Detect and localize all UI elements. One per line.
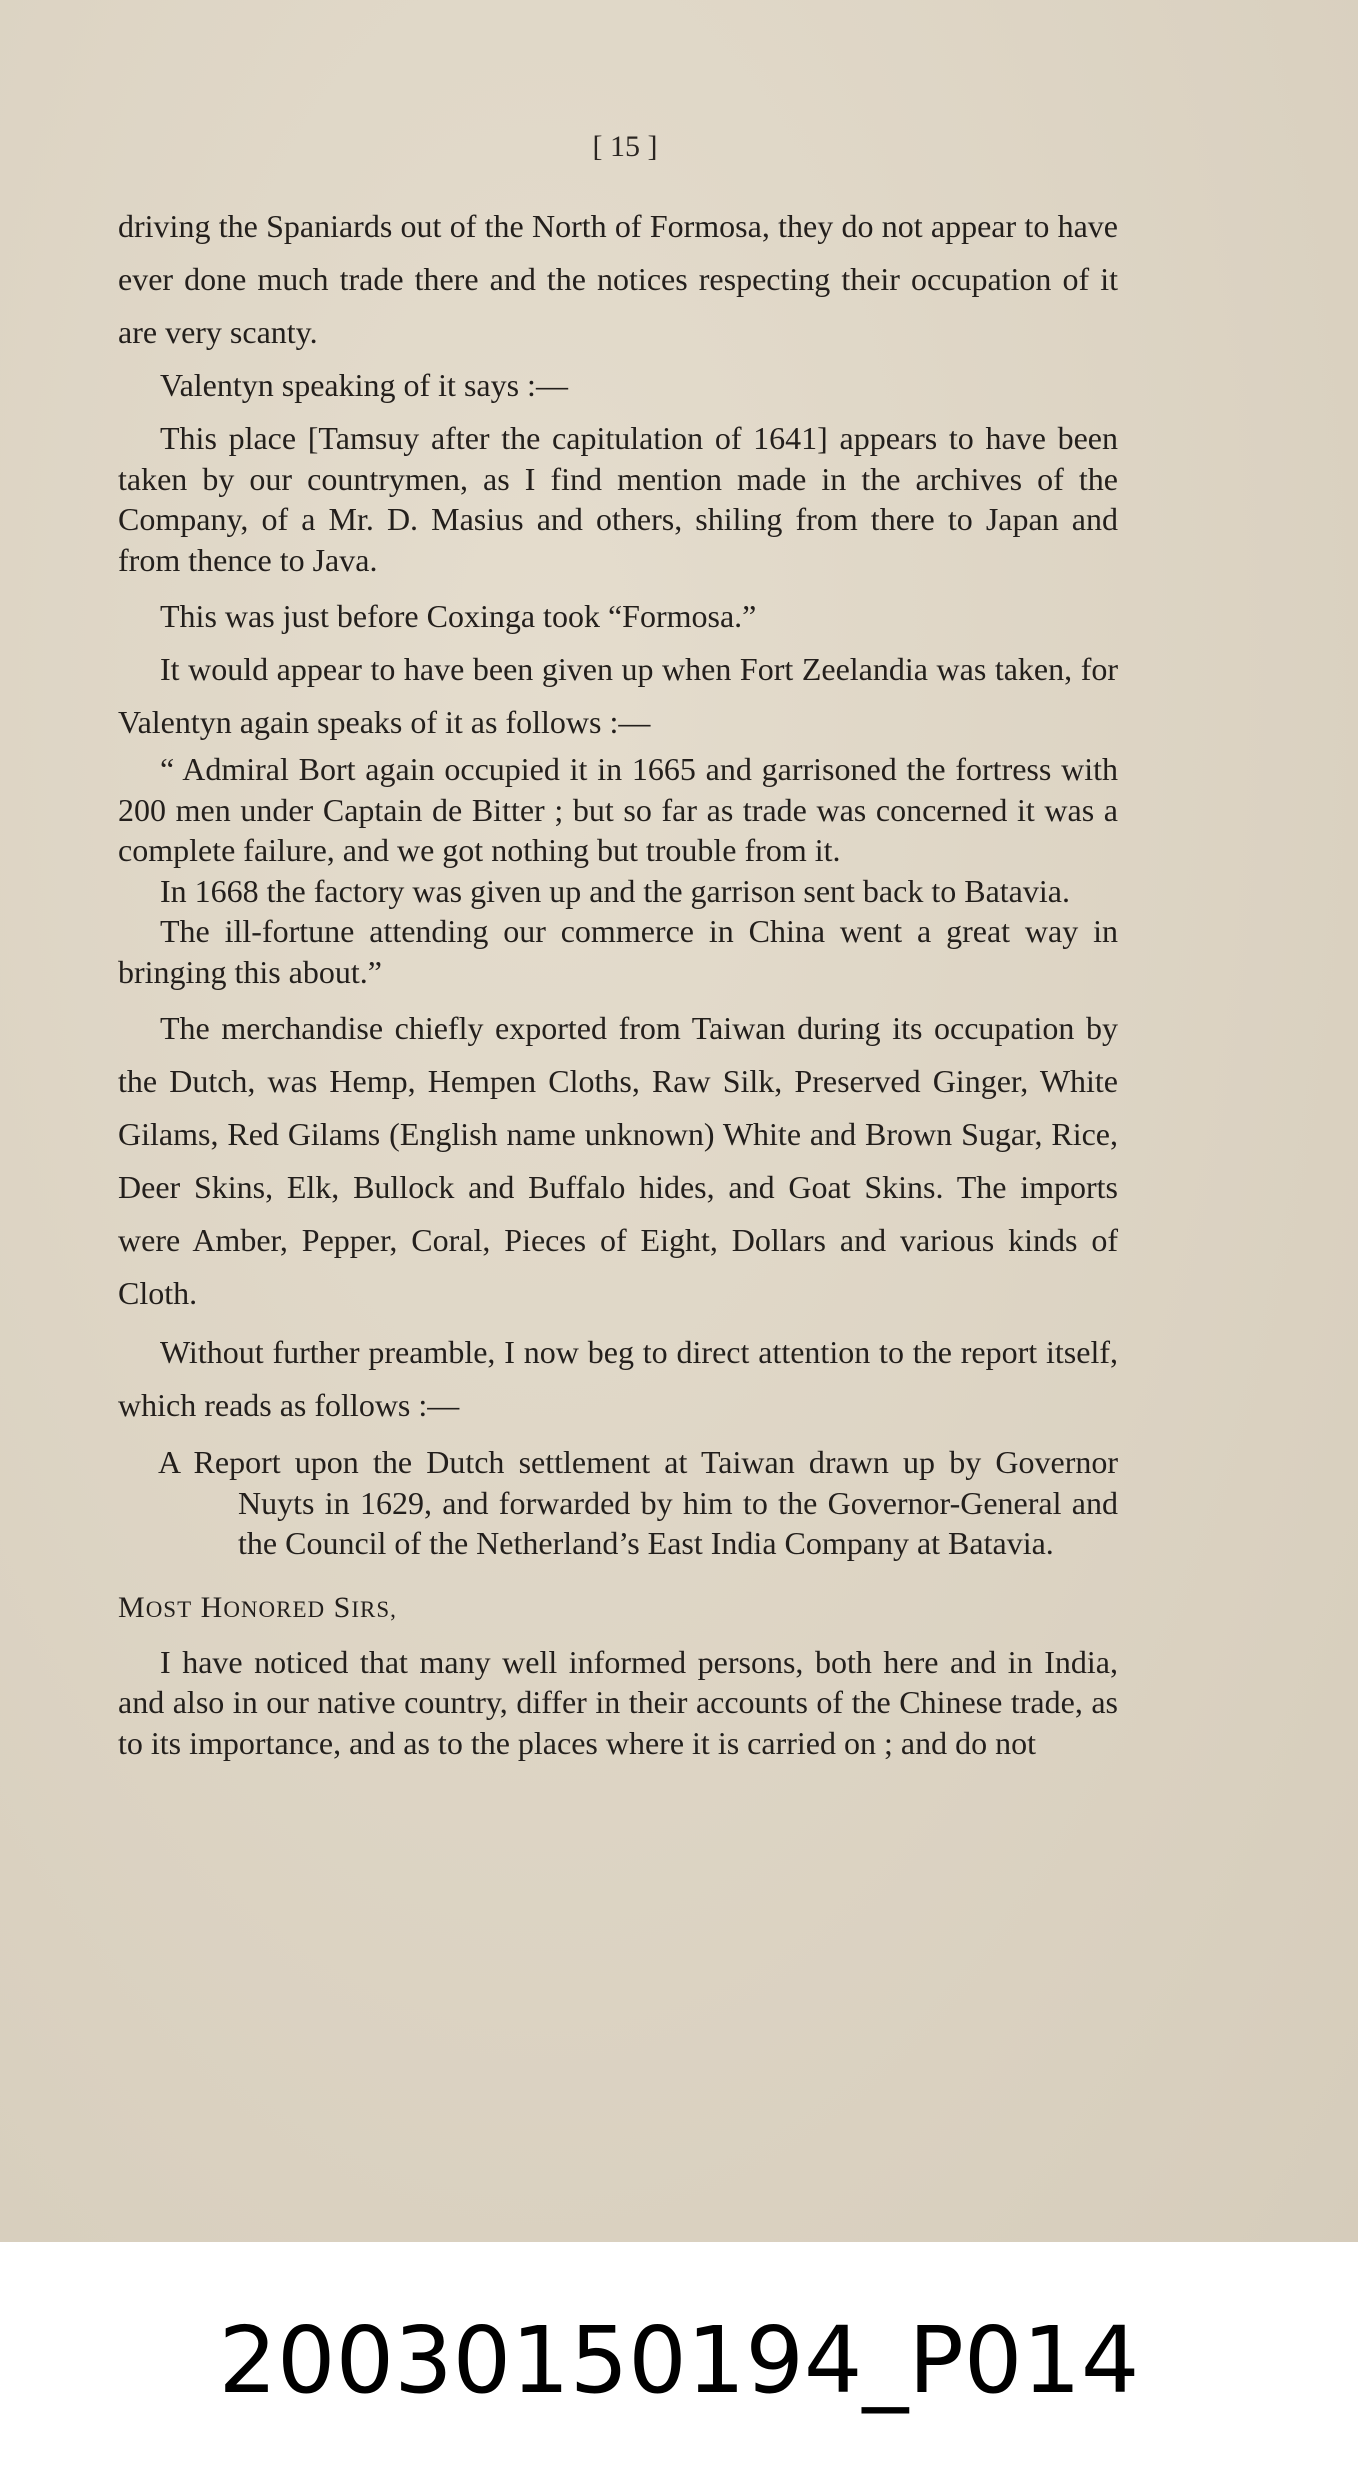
paragraph-8: The ill-fortune attending our commerce in China went a great way in bringing this about.” (118, 913, 1118, 990)
salutation-initial-3: S (333, 1590, 352, 1624)
paragraph-5: It would appear to have been given up when Fort Zeelandia was taken, for Valentyn again speaks of it as follows :— (118, 651, 1118, 740)
paragraph-3: This place [Tamsuy after the capitulation of 1641] appears to have been taken by our countrymen, as I find mention made in the archives of the Company, of a Mr. D. Masius and others, shiling from there to Japan and from thence to Java. (118, 420, 1118, 578)
paragraph-9: The merchandise chiefly exported from Taiwan during its occupation by the Dutch, was Hemp, Hempen Cloths, Raw Silk, Preserved Ginger, White Gilams, Red Gilams (English name unknown) White and Brown Sugar, Rice, Deer Skins, Elk, Bullock and Buffalo hides, and Goat Skins. The imports were Amber, Pepper, Coral, Pieces of Eight, Dollars and various kinds of Cloth. (118, 1010, 1118, 1311)
paragraph-4: This was just before Coxinga took “Formosa.” (160, 598, 757, 634)
paragraph-1: driving the Spaniards out of the North of Formosa, they do not appear to have ever done much trade there and the notices respecting their occupation of it are very scanty. (118, 208, 1118, 350)
paragraph-7: In 1668 the factory was given up and the garrison sent back to Batavia. (160, 872, 1070, 909)
salutation-rest-1: OST (145, 1596, 193, 1622)
image-caption: 20030150194_P014 (0, 2242, 1358, 2480)
page-number: [ 15 ] (592, 130, 658, 163)
salutation-rest-3: IRS, (351, 1596, 397, 1622)
paragraph-10: Without further preamble, I now beg to direct attention to the report itself, which reads as follows :— (118, 1334, 1118, 1423)
paragraph-6: “ Admiral Bort again occupied it in 1665 and garrisoned the fortress with 200 men under Captain de Bitter ; but so far as trade was concerned it was a complete failure, and we got nothing but trouble from it. (118, 751, 1118, 868)
salutation (118, 1586, 1118, 1632)
salutation-initial-2: H (200, 1590, 224, 1624)
salutation-initial-1: M (118, 1590, 146, 1624)
paragraph-2: Valentyn speaking of it says :— (160, 367, 568, 403)
report-heading: A Report upon the Dutch settlement at Taiwan drawn up by Governor Nuyts in 1629, and forwarded by him to the Governor-General and the Council of the Netherland’s East India Company at Batavia. (158, 1444, 1118, 1561)
salutation-rest-2: ONORED (223, 1596, 326, 1622)
page-body (118, 200, 1118, 1763)
paragraph-12: I have noticed that many well informed persons, both here and in India, and also in our native country, differ in their accounts of the Chinese trade, as to its importance, and as to the places where it is carried on ; and do not (118, 1643, 1118, 1761)
